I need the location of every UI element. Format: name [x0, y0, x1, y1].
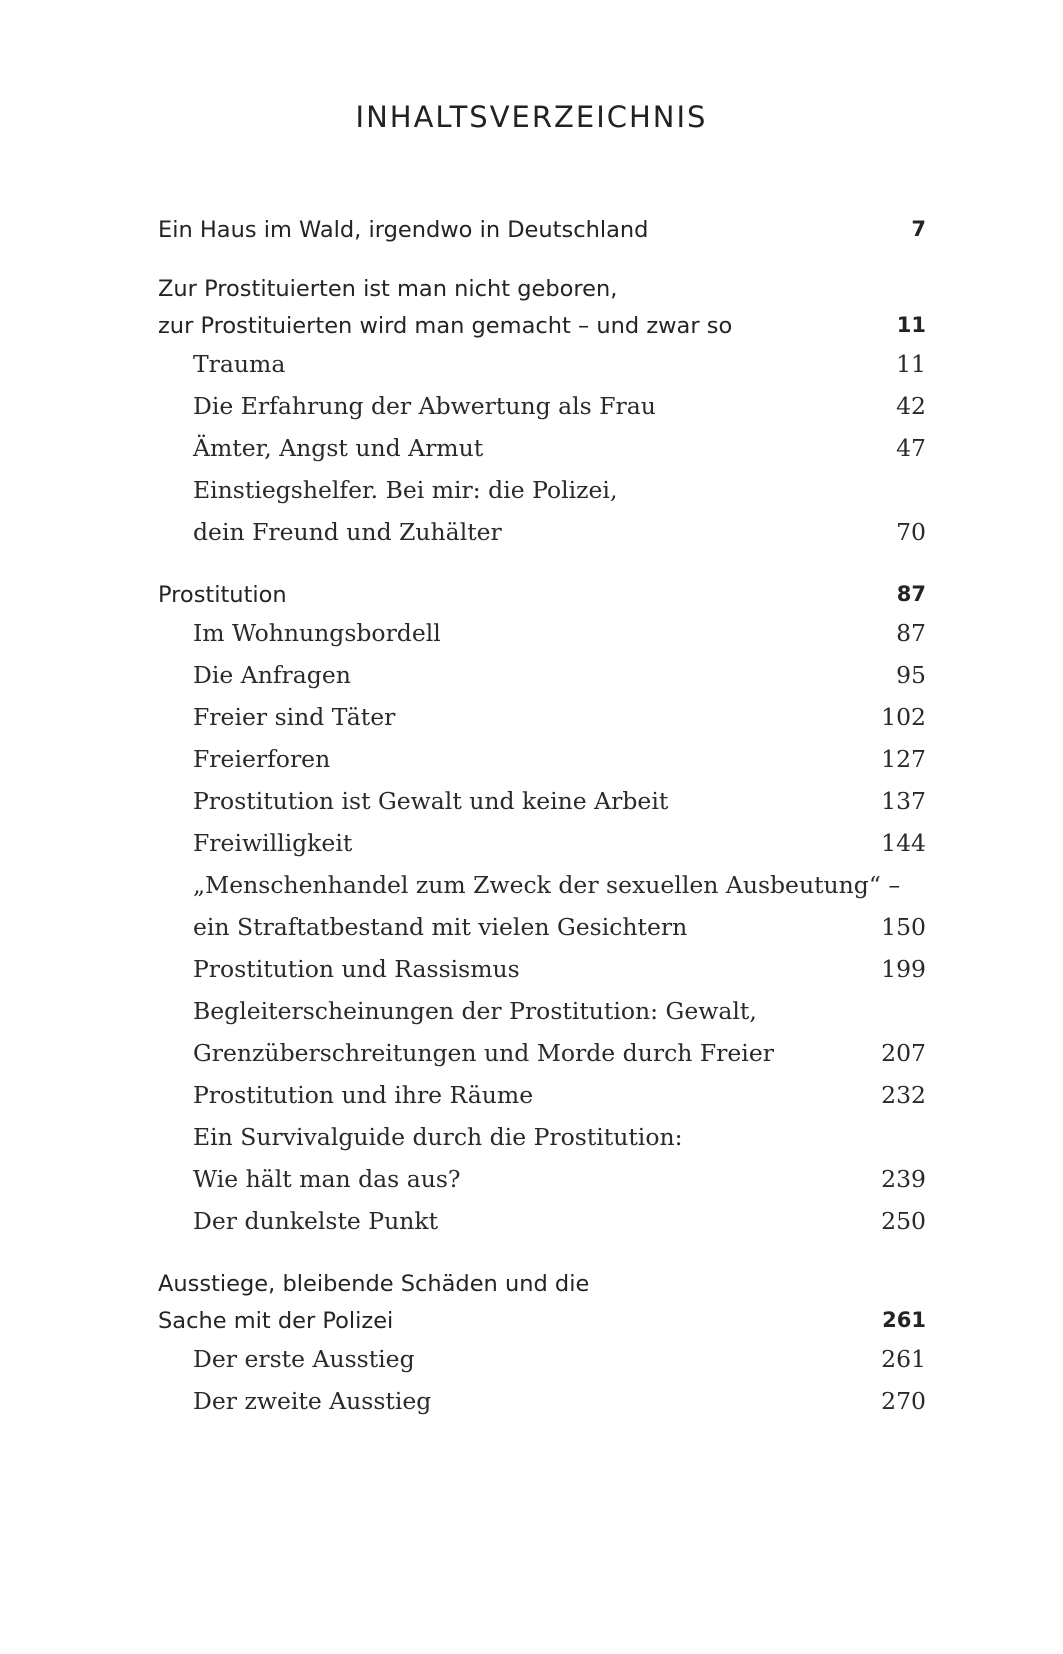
chapter-title: Zur Prostituierten ist man nicht geboren,: [158, 276, 618, 302]
toc-entry-line: [0, 1207, 1063, 1251]
page-number: 127: [881, 745, 926, 773]
toc-entry-line: [0, 1123, 1063, 1167]
toc-entry-line: [0, 829, 1063, 873]
entry-title: Der erste Ausstieg: [193, 1345, 415, 1373]
entry-title: „Menschenhandel zum Zweck der sexuellen Ausbeutung“ –: [193, 871, 901, 899]
entry-title: Freierforen: [193, 745, 331, 773]
toc-entry-line: [0, 871, 1063, 915]
page-number: 150: [881, 913, 926, 941]
page-number: 199: [881, 955, 926, 983]
page-number: 87: [896, 619, 926, 647]
entry-title: Der dunkelste Punkt: [193, 1207, 439, 1235]
page-number: 11: [896, 350, 926, 378]
chapter-title: Prostitution: [158, 582, 287, 608]
page-number: 42: [896, 392, 926, 420]
toc-chapter-line: [0, 217, 1063, 261]
entry-title: Einstiegshelfer. Bei mir: die Polizei,: [193, 476, 618, 504]
toc-entry-line: [0, 434, 1063, 478]
entry-title: Freiwilligkeit: [193, 829, 353, 857]
entry-title: Ämter, Angst und Armut: [193, 434, 484, 462]
entry-title: Prostitution ist Gewalt und keine Arbeit: [193, 787, 669, 815]
page-number: 250: [881, 1207, 926, 1235]
entry-title: Die Anfragen: [193, 661, 351, 689]
page-number: 47: [896, 434, 926, 462]
page-number: 95: [896, 661, 926, 689]
toc-entry-line: [0, 1081, 1063, 1125]
toc-entry-line: [0, 997, 1063, 1041]
entry-title: Prostitution und Rassismus: [193, 955, 520, 983]
entry-title: Prostitution und ihre Räume: [193, 1081, 534, 1109]
entry-title: Der zweite Ausstieg: [193, 1387, 432, 1415]
toc-entry-line: [0, 1039, 1063, 1083]
page-number: 11: [896, 313, 926, 337]
toc-entry-line: [0, 619, 1063, 663]
page-number: 7: [911, 217, 926, 241]
chapter-title: Ein Haus im Wald, irgendwo in Deutschland: [158, 217, 649, 243]
entry-title: Im Wohnungsbordell: [193, 619, 441, 647]
toc-entry-line: [0, 1165, 1063, 1209]
entry-title: Wie hält man das aus?: [193, 1165, 461, 1193]
toc-entry-line: [0, 476, 1063, 520]
entry-title: Ein Survivalguide durch die Prostitution:: [193, 1123, 683, 1151]
chapter-title: Ausstiege, bleibende Schäden und die: [158, 1271, 590, 1297]
entry-title: Trauma: [193, 350, 286, 378]
entry-title: Freier sind Täter: [193, 703, 396, 731]
page-number: 102: [881, 703, 926, 731]
entry-title: dein Freund und Zuhälter: [193, 518, 502, 546]
page-number: 137: [881, 787, 926, 815]
page-title: INHALTSVERZEICHNIS: [355, 100, 708, 134]
page-number: 261: [882, 1308, 926, 1332]
toc-entry-line: [0, 955, 1063, 999]
chapter-title: Sache mit der Polizei: [158, 1308, 394, 1334]
toc-entry-line: [0, 1387, 1063, 1431]
page-number: 239: [881, 1165, 926, 1193]
toc-entry-line: [0, 1345, 1063, 1389]
chapter-title: zur Prostituierten wird man gemacht – und zwar so: [158, 313, 733, 339]
page-number: 207: [881, 1039, 926, 1067]
page-number: 270: [881, 1387, 926, 1415]
toc-entry-line: [0, 787, 1063, 831]
toc-entry-line: [0, 392, 1063, 436]
toc-entry-line: [0, 518, 1063, 562]
page-number: 70: [896, 518, 926, 546]
entry-title: Grenzüberschreitungen und Morde durch Freier: [193, 1039, 774, 1067]
page-number: 87: [896, 582, 926, 606]
page-number: 232: [881, 1081, 926, 1109]
entry-title: Die Erfahrung der Abwertung als Frau: [193, 392, 656, 420]
toc-entry-line: [0, 350, 1063, 394]
toc-entry-line: [0, 703, 1063, 747]
page-number: 261: [881, 1345, 926, 1373]
entry-title: ein Straftatbestand mit vielen Gesichtern: [193, 913, 688, 941]
toc-entry-line: [0, 661, 1063, 705]
toc-entry-line: [0, 913, 1063, 957]
page-number: 144: [881, 829, 926, 857]
entry-title: Begleiterscheinungen der Prostitution: Gewalt,: [193, 997, 757, 1025]
toc-entry-line: [0, 745, 1063, 789]
